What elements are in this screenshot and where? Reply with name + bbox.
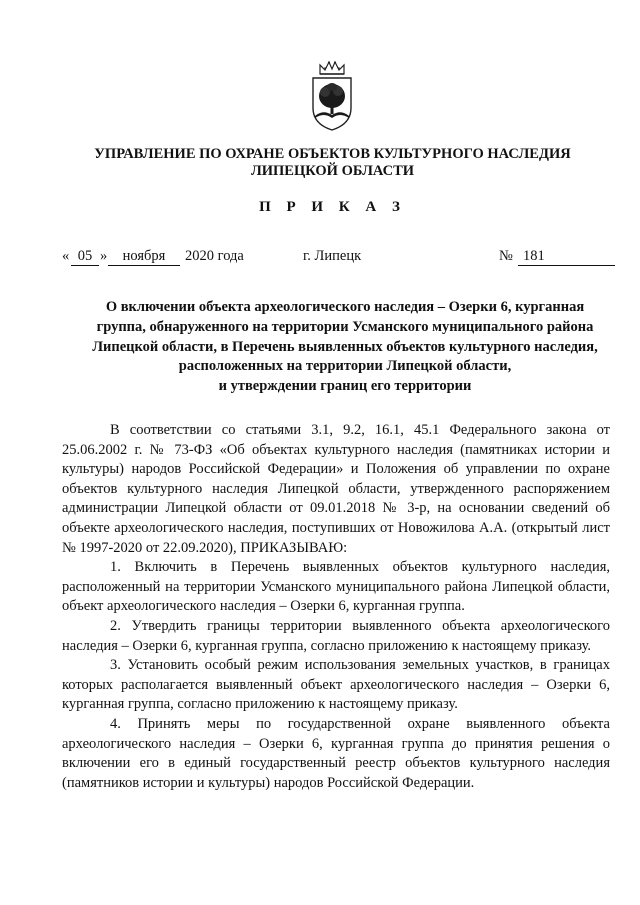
- order-year: 2020 года: [185, 248, 244, 264]
- title-line: О включении объекта археологического наследия – Озерки 6, курганная: [105, 299, 585, 315]
- order-item-2: 2. Утвердить границы территории выявленного объекта археологического наследия – Озерки 6, курганная группа, согласно приложению к настоящему приказу.: [62, 617, 610, 654]
- order-month: ноября: [108, 248, 180, 266]
- number-sign: №: [499, 248, 513, 264]
- order-day: 05: [71, 248, 99, 266]
- order-number: 181: [518, 248, 615, 266]
- lipetsk-coat-of-arms-icon: [306, 60, 358, 132]
- authority-name-line1: УПРАВЛЕНИЕ ПО ОХРАНЕ ОБЪЕКТОВ КУЛЬТУРНОГО НАСЛЕДИЯ: [94, 146, 571, 162]
- order-body: [62, 421, 610, 793]
- authority-name-line2: ЛИПЕЦКОЙ ОБЛАСТИ: [250, 163, 415, 179]
- document-type-heading: П Р И К А З: [259, 199, 406, 215]
- quote-open: «: [62, 248, 70, 264]
- order-item-4: 4. Принять меры по государственной охране выявленного объекта археологического наследия – Озерки 6, курганная группа до принятия решения о включении его в единый государственный реестр объектов культурного наследия (памятников истории и культуры) народов Российской Федерации.: [62, 715, 610, 791]
- order-subject-title: [62, 298, 628, 397]
- order-meta-row: [0, 248, 640, 268]
- title-line: и утверждении границ его территории: [218, 378, 472, 395]
- quote-close: »: [100, 248, 108, 264]
- order-item-3: 3. Установить особый режим использования земельных участков, в границах которых располагается выявленный объект археологического наследия – Озерки 6, курганная группа, согласно приложению к настоящему приказу.: [62, 657, 610, 713]
- preamble-paragraph: В соответствии со статьями 3.1, 9.2, 16.1, 45.1 Федерального закона от 25.06.2002 г. № 73-ФЗ «Об объектах культурного наследия (памятниках истории и культуры) народов Российской Федерации» и Положения об управлении по охране объектов культурного наследия Липецкой области, утвержденного распоряжением администрации Липецкой области от 09.01.2018 № 3-р, на основании сведений об объекте археологического наследия, поступивших от Новожилова А.А. (открытый лист № 1997-2020 от 22.09.2020), ПРИКАЗЫВАЮ:: [62, 422, 610, 556]
- order-city: г. Липецк: [303, 248, 362, 264]
- title-line: группа, обнаруженного на территории Усманского муниципального района: [96, 318, 594, 335]
- order-item-1: 1. Включить в Перечень выявленных объектов культурного наследия, расположенный на территории Усманского муниципального района Липецкой области, объект археологического наследия – Озерки 6, курганная группа.: [62, 559, 610, 615]
- title-line: Липецкой области, в Перечень выявленных объектов культурного наследия,: [92, 338, 598, 355]
- title-line: расположенных на территории Липецкой области,: [178, 358, 512, 375]
